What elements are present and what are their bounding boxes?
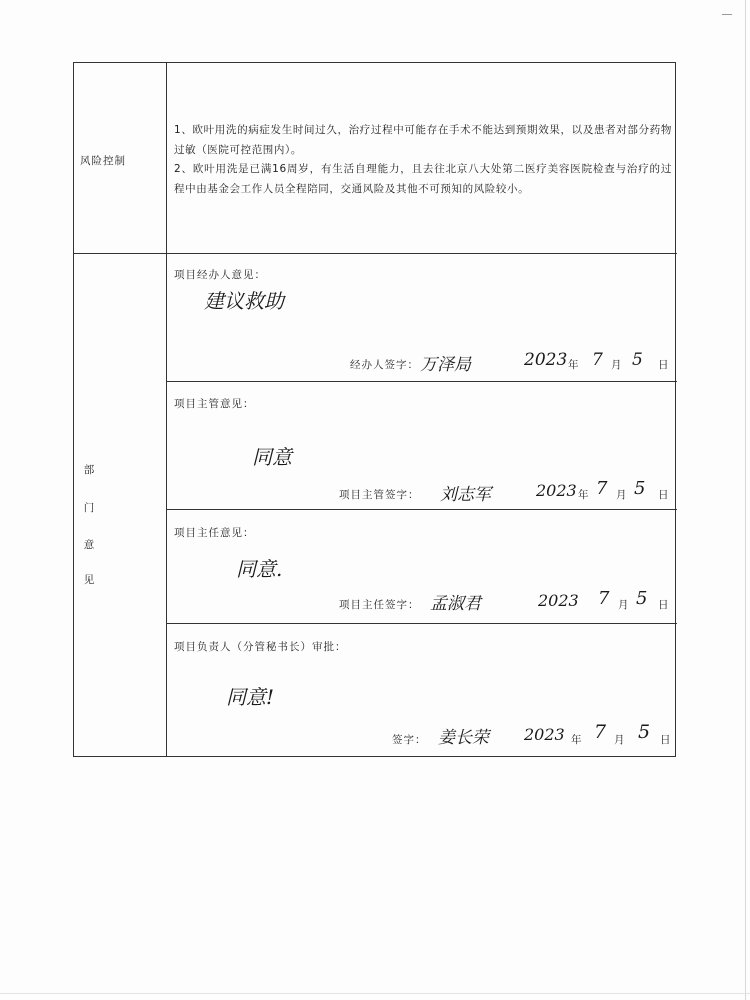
handler-signature: 万泽局 xyxy=(420,355,471,375)
handler-date-year: 2023 xyxy=(524,350,568,370)
director-date-day: 5 xyxy=(636,588,648,609)
director-day-label: 日 xyxy=(658,599,669,611)
director-date-month: 7 xyxy=(598,588,610,609)
supervisor-date-month: 7 xyxy=(596,478,608,499)
supervisor-opinion-handwriting: 同意 xyxy=(252,445,292,469)
scan-mark xyxy=(722,14,732,15)
leader-month-label: 月 xyxy=(614,734,625,746)
leader-signature: 姜长荣 xyxy=(438,728,489,748)
page-edge-bottom xyxy=(0,993,750,994)
handler-date-day: 5 xyxy=(632,350,643,370)
dept-label-char-2: 门 xyxy=(83,502,95,514)
supervisor-signature: 刘志军 xyxy=(440,485,491,505)
risk-item-2: 2、欧叶用洗是已满16周岁，有生活自理能力，且去往北京八大处第二医疗美容医院检查与治疗的过程中由基金会工作人员全程陪同，交通风险及其他不可预知的风险较小。 xyxy=(174,163,672,195)
leader-year-label: 年 xyxy=(571,734,582,746)
director-date-year: 2023 xyxy=(538,591,579,610)
leader-date-day: 5 xyxy=(638,721,651,743)
director-sign-label: 项目主任签字： xyxy=(339,599,420,611)
leader-day-label: 日 xyxy=(660,734,671,746)
leader-opinion-handwriting: 同意! xyxy=(226,685,275,709)
handler-opinion-handwriting: 建议救助 xyxy=(204,289,284,313)
supervisor-date-day: 5 xyxy=(634,478,646,499)
handler-month-label: 月 xyxy=(611,359,622,371)
column-divider xyxy=(166,63,167,756)
director-signature: 孟淑君 xyxy=(430,594,481,614)
row-divider-risk xyxy=(74,253,677,254)
approval-form-table xyxy=(73,62,676,757)
supervisor-month-label: 月 xyxy=(616,489,627,501)
dept-label-char-3: 意 xyxy=(83,539,95,551)
director-opinion-handwriting: 同意. xyxy=(236,557,283,581)
handler-sign-label: 经办人签字： xyxy=(350,359,419,371)
handler-day-label: 日 xyxy=(658,359,669,371)
dept-label-char-4: 见 xyxy=(83,574,95,586)
leader-approval-title: 项目负责人（分管秘书长）审批： xyxy=(174,641,347,653)
handler-date-month: 7 xyxy=(592,350,603,370)
risk-item-1: 1、欧叶用洗的病症发生时间过久，治疗过程中可能存在手术不能达到预期效果，以及患者对部分药物过敏（医院可控范围内）。 xyxy=(174,124,672,156)
dept-label-char-1: 部 xyxy=(83,464,95,476)
leader-sign-label: 签字： xyxy=(392,734,427,746)
leader-date-month: 7 xyxy=(594,721,607,743)
leader-date-year: 2023 xyxy=(524,725,565,744)
risk-control-label: 风险控制 xyxy=(80,155,126,167)
supervisor-year-label: 年 xyxy=(578,489,589,501)
supervisor-day-label: 日 xyxy=(658,489,669,501)
supervisor-date-year: 2023 xyxy=(536,481,577,500)
handler-opinion-title: 项目经办人意见： xyxy=(174,269,266,281)
row-divider-2 xyxy=(166,509,677,510)
page-edge-right xyxy=(745,0,746,1000)
row-divider-1 xyxy=(166,381,677,382)
supervisor-sign-label: 项目主管签字： xyxy=(339,489,420,501)
director-month-label: 月 xyxy=(618,599,629,611)
row-divider-3 xyxy=(166,623,677,624)
supervisor-opinion-title: 项目主管意见： xyxy=(174,398,255,410)
risk-control-text xyxy=(174,121,672,199)
director-opinion-title: 项目主任意见： xyxy=(174,527,255,539)
handler-year-label: 年 xyxy=(568,359,579,371)
